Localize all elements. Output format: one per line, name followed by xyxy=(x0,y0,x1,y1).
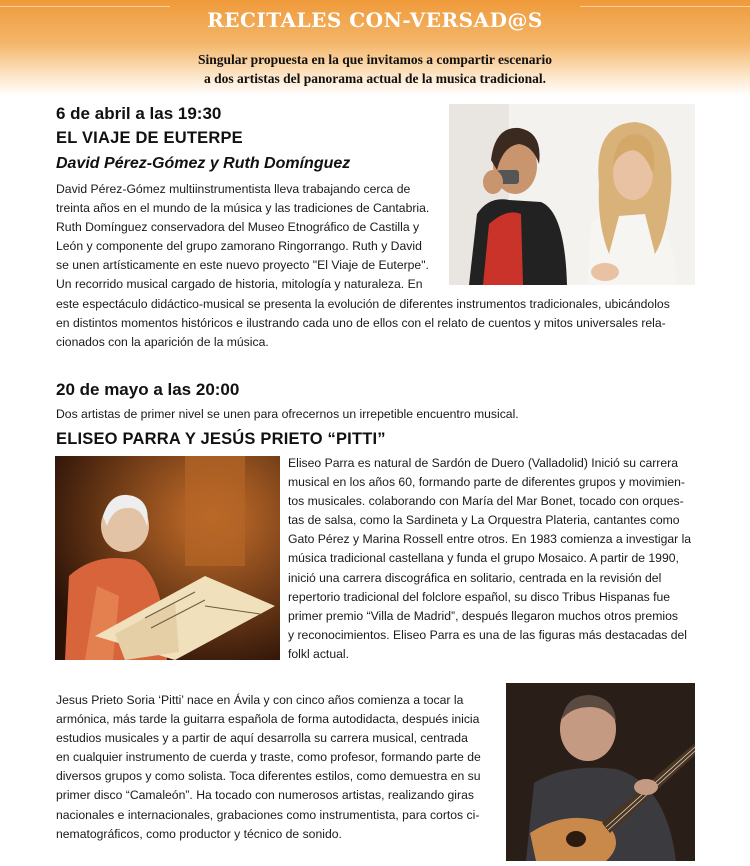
event2-date: 20 de mayo a las 20:00 xyxy=(56,380,240,399)
event1-description-wrapped xyxy=(56,180,440,295)
text-line: tas de salsa, como la Sardineta y La Orquestra Plateria, cantantes como xyxy=(288,513,680,528)
jesus-photo xyxy=(506,683,695,861)
event1-title: EL VIAJE DE EUTERPE xyxy=(56,129,243,147)
header-ornament-left xyxy=(0,0,170,7)
text-line: en cualquier instrumento de cuerda y traste, como profesor, formando parte de xyxy=(56,750,481,765)
text-line: diversos grupos y como solista. Toca diferentes estilos, como demuestra en su xyxy=(56,769,481,784)
subtitle-line: Singular propuesta en la que invitamos a compartir escenario xyxy=(197,52,552,67)
text-line: armónica, más tarde la guitarra española de forma autodidacta, después inicia xyxy=(56,712,480,727)
text-line: David Pérez-Gómez multiinstrumentista lleva trabajando cerca de xyxy=(56,182,411,196)
text-line: este espectáculo didáctico-musical se presenta la evolución de diferentes instrumentos tradicionales, ubicándolos xyxy=(56,297,670,311)
eliseo-photo xyxy=(55,456,280,660)
text-line: en distintos momentos históricos e ilustrando cada uno de ellos con el relato de cuentos y mitos universales rela- xyxy=(56,316,666,331)
text-line: repertorio tradicional del folclore español, su disco Tribus Hispanas fue xyxy=(288,589,671,604)
text-line: y reconocimientos. Eliseo Parra es una de las figuras más destacadas del xyxy=(288,627,688,642)
text-line: música tradicional castellana y funda el grupo Mosaico. A partir de 1990, xyxy=(288,551,679,566)
text-line: treinta años en el mundo de la música y las tradiciones de Cantabria. xyxy=(56,201,430,216)
eliseo-description xyxy=(288,454,694,664)
text-line: estudios musicales y a partir de aquí desarrolla su carrera musical, centrada xyxy=(56,731,468,746)
text-line: Jesus Prieto Soria ‘Pitti’ nace en Ávila y con cinco años comienza a tocar la xyxy=(56,693,464,707)
text-line: León y componente del grupo zamorano Ringorrango. Ruth y David xyxy=(56,239,422,254)
page-subtitle xyxy=(130,50,620,88)
text-line: se unen artísticamente en este nuevo proyecto "El Viaje de Euterpe". xyxy=(56,258,429,273)
text-line: primer disco “Camaleón”. Ha tocado con numerosos artistas, realizando giras xyxy=(56,788,474,803)
text-line: cionados con la aparición de la música. xyxy=(56,335,269,350)
event1-photo xyxy=(449,104,695,285)
text-line: musical en los años 60, formando parte de diferentes grupos y movimien- xyxy=(288,475,685,490)
header-ornament-right xyxy=(580,0,750,7)
text-line: folkl actual. xyxy=(288,646,349,661)
text-line: tos musicales. colaborando con María del Mar Bonet, tocado con orques- xyxy=(288,494,684,509)
subtitle-line: a dos artistas del panorama actual de la musica tradicional. xyxy=(203,71,546,86)
text-line: nacionales e internacionales, grabaciones como instrumentista, para cortos ci- xyxy=(56,807,480,822)
text-line: Ruth Domínguez conservadora del Museo Etnográfico de Castilla y xyxy=(56,220,420,235)
text-line: primer premio “Villa de Madrid”, después llegaron muchos otros premios xyxy=(288,608,678,623)
event1-date: 6 de abril a las 19:30 xyxy=(56,104,222,123)
event2-title: ELISEO PARRA Y JESÚS PRIETO “PITTI” xyxy=(56,430,386,448)
header-banner xyxy=(0,0,750,96)
text-line: Gato Pérez y Marina Rossell entre otros. En 1983 comienza a investigar la xyxy=(288,532,692,547)
jesus-description xyxy=(56,691,498,844)
text-line: inició una carrera discográfica en solitario, centrada en la revisión del xyxy=(288,570,662,585)
event1-artists: David Pérez-Gómez y Ruth Domínguez xyxy=(56,155,351,172)
event2-intro: Dos artistas de primer nivel se unen para ofrecernos un irrepetible encuentro musical. xyxy=(56,407,519,421)
event1-description-full xyxy=(56,295,696,352)
text-line: nematográficos, como productor y técnico de sonido. xyxy=(56,826,342,841)
text-line: Un recorrido musical cargado de historia, mitología y naturaleza. En xyxy=(56,277,423,292)
text-line: Eliseo Parra es natural de Sardón de Duero (Valladolid) Inició su carrera xyxy=(288,456,678,470)
page-title: RECITALES CON-VERSAD@S xyxy=(207,8,543,32)
